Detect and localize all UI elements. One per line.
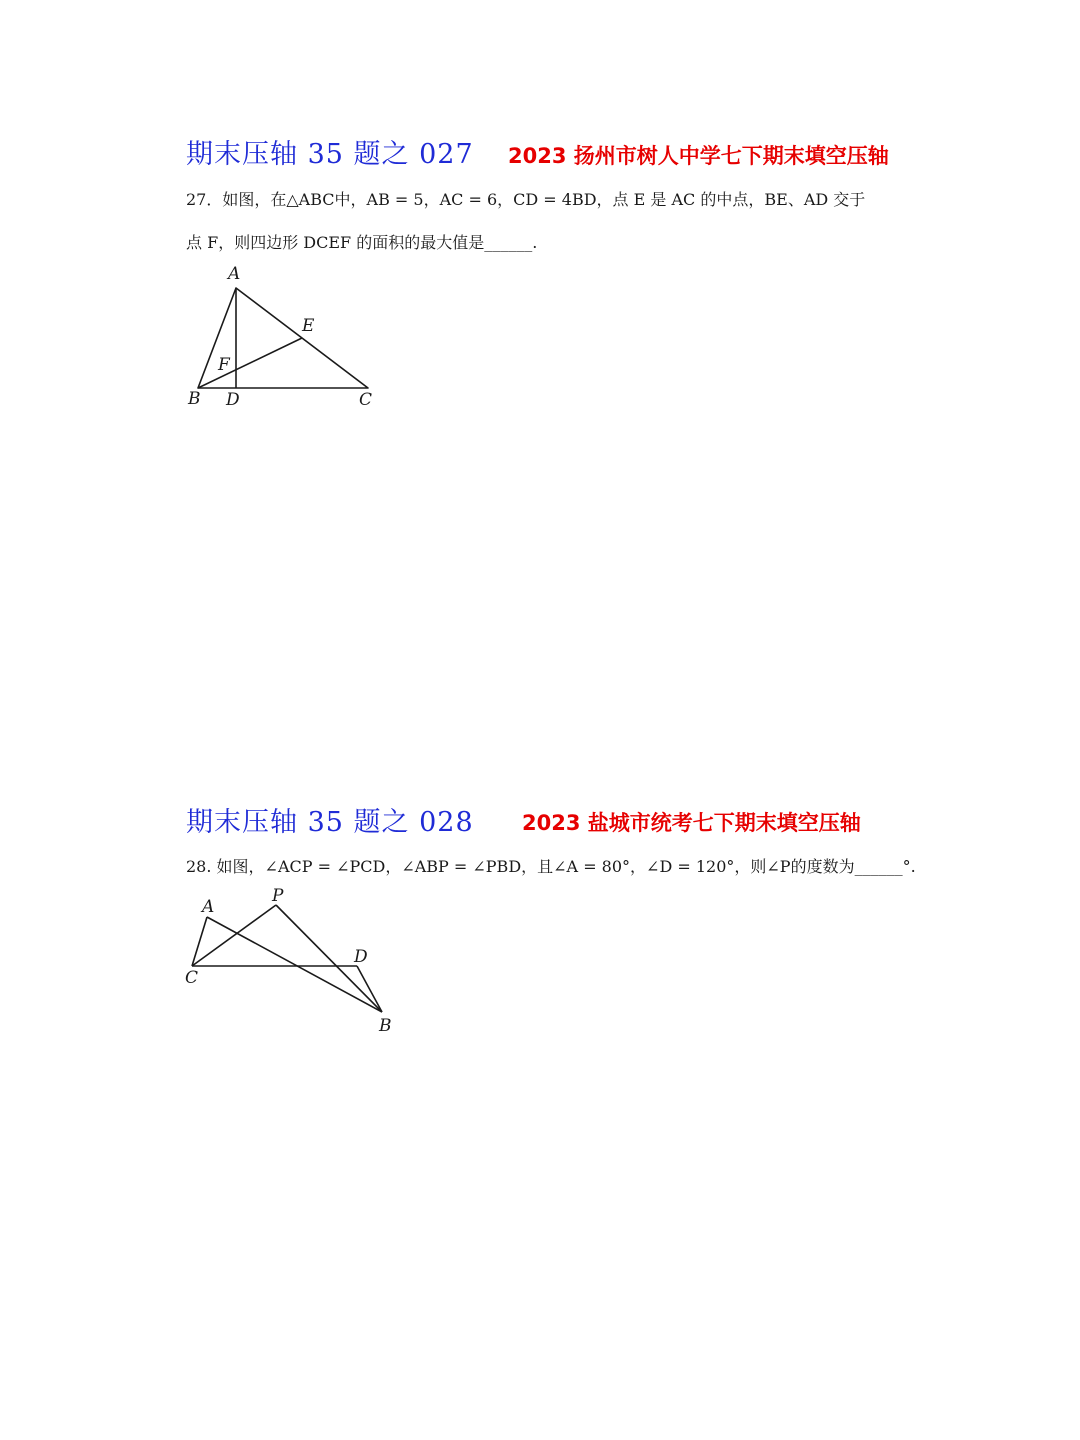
problem-28-heading: 期末压轴 35 题之 028 (186, 807, 474, 838)
label-d: D (226, 390, 240, 410)
problem-28-text-line1: 28. 如图，∠ACP = ∠PCD，∠ABP = ∠PBD，且∠A = 80°，∠D = 120°，则∠P的度数为______°. (186, 857, 916, 876)
label-a: A (228, 264, 241, 284)
problem-28-source: 2023 盐城市统考七下期末填空压轴 (522, 811, 861, 835)
label-d: D (354, 947, 368, 967)
label-f: F (218, 355, 230, 375)
label-b: B (379, 1016, 392, 1036)
label-e: E (302, 316, 315, 336)
segment-ca (192, 917, 207, 966)
problem-27-text-line2: 点 F，则四边形 DCEF 的面积的最大值是______. (186, 233, 538, 252)
problem-28-diagram (176, 880, 406, 1040)
problem-27-text-line1: 27．如图，在△ABC中，AB = 5，AC = 6，CD = 4BD，点 E 是 AC 的中点，BE、AD 交于 (186, 190, 866, 209)
label-c: C (359, 390, 373, 410)
label-c: C (185, 968, 199, 988)
label-p: P (272, 886, 284, 906)
label-a: A (202, 897, 215, 917)
label-b: B (188, 389, 201, 409)
problem-27-heading: 期末压轴 35 题之 027 (186, 139, 474, 170)
problem-27-source: 2023 扬州市树人中学七下期末填空压轴 (508, 144, 889, 168)
problem-27-diagram (180, 258, 400, 418)
